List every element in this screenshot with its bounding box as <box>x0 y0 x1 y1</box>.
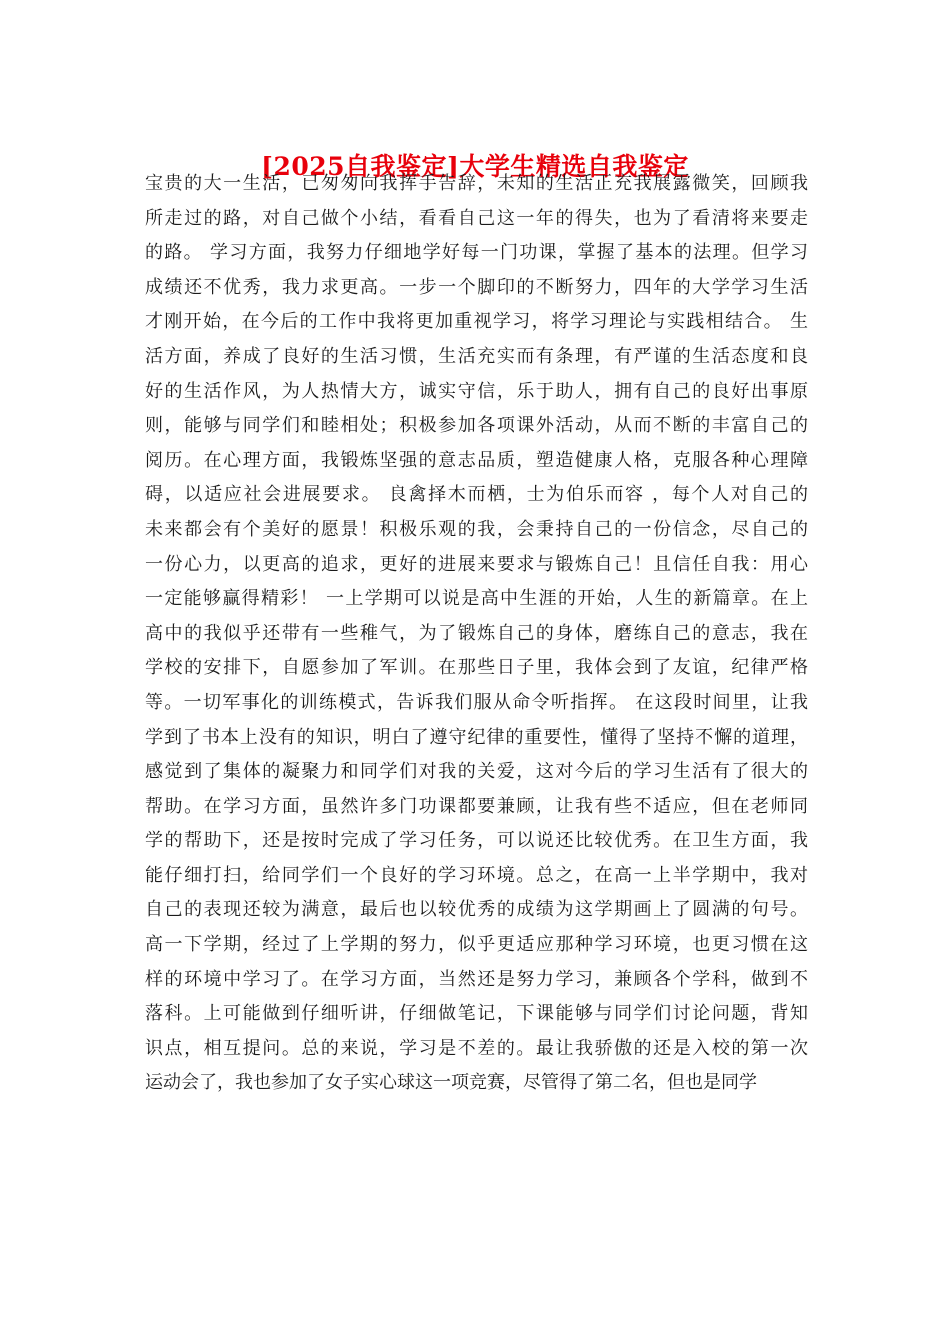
body-line: 高一下学期，经过了上学期的努力，似乎更适应那种学习环境，也更习惯在这 <box>145 934 808 956</box>
body-line: 所走过的路，对自己做个小结，看看自己这一年的得失，也为了看清将来要走 <box>145 207 808 229</box>
body-line: 成绩还不优秀，我力求更高。一步一个脚印的不断努力，四年的大学学习生活 <box>145 276 808 298</box>
body-line: 碍，以适应社会进展要求。 良禽择木而栖，士为伯乐而容 ，每个人对自己的 <box>145 484 808 506</box>
body-line: 感觉到了集体的凝聚力和同学们对我的关爱，这对今后的学习生活有了很大的 <box>145 761 808 783</box>
body-line: 学的帮助下，还是按时完成了学习任务，可以说还比较优秀。在卫生方面，我 <box>145 830 808 852</box>
body-line: 阅历。在心理方面，我锻炼坚强的意志品质，塑造健康人格，克服各种心理障 <box>145 449 808 471</box>
body-line: 未来都会有个美好的愿景！积极乐观的我，会秉持自己的一份信念，尽自己的 <box>145 518 808 540</box>
body-line: 活方面，养成了良好的生活习惯，生活充实而有条理，有严谨的生活态度和良 <box>145 345 808 367</box>
body-line: 宝贵的大一生活，已匆匆向我挥手告辞，未知的生活正充我展露微笑，回顾我 <box>145 173 808 194</box>
body-line: 帮助。在学习方面，虽然许多门功课都要兼顾，让我有些不适应，但在老师同 <box>145 795 808 817</box>
body-line: 则，能够与同学们和睦相处；积极参加各项课外活动，从而不断的丰富自己的 <box>145 415 808 437</box>
body-line: 学校的安排下，自愿参加了军训。在那些日子里，我体会到了友谊，纪律严格 <box>145 657 808 679</box>
body-line: 识点，相互提问。总的来说，学习是不差的。最让我骄傲的还是入校的第一次 <box>145 1037 808 1059</box>
body-line: 运动会了，我也参加了女子实心球这一项竞赛，尽管得了第二名，但也是同学 <box>145 1072 757 1094</box>
document-title: [2025自我鉴定]大学生精选自我鉴定 <box>261 152 689 181</box>
body-line: 自己的表现还较为满意，最后也以较优秀的成绩为这学期画上了圆满的句号。 <box>145 899 808 921</box>
document-body <box>145 167 808 1101</box>
body-line: 能仔细打扫，给同学们一个良好的学习环境。总之，在高一上半学期中，我对 <box>145 864 808 886</box>
body-line: 好的生活作风，为人热情大方，诚实守信，乐于助人，拥有自己的良好出事原 <box>145 380 808 402</box>
body-line: 学到了书本上没有的知识，明白了遵守纪律的重要性，懂得了坚持不懈的道理， <box>145 726 808 748</box>
body-line: 样的环境中学习了。在学习方面，当然还是努力学习，兼顾各个学科，做到不 <box>145 968 808 990</box>
body-line: 高中的我似乎还带有一些稚气，为了锻炼自己的身体，磨练自己的意志，我在 <box>145 622 808 644</box>
body-line: 落科。上可能做到仔细听讲，仔细做笔记，下课能够与同学们讨论问题，背知 <box>145 1003 808 1025</box>
body-line: 一份心力，以更高的追求，更好的进展来要求与锻炼自己！且信任自我：用心 <box>145 553 808 575</box>
body-line: 一定能够赢得精彩！ 一上学期可以说是高中生涯的开始，人生的新篇章。在上 <box>145 588 808 610</box>
body-line: 等。一切军事化的训练模式，告诉我们服从命令听指挥。 在这段时间里，让我 <box>145 691 808 713</box>
body-line: 才刚开始，在今后的工作中我将更加重视学习，将学习理论与实践相结合。 生 <box>145 311 808 333</box>
body-line: 的路。 学习方面，我努力仔细地学好每一门功课，掌握了基本的法理。但学习 <box>145 242 808 264</box>
